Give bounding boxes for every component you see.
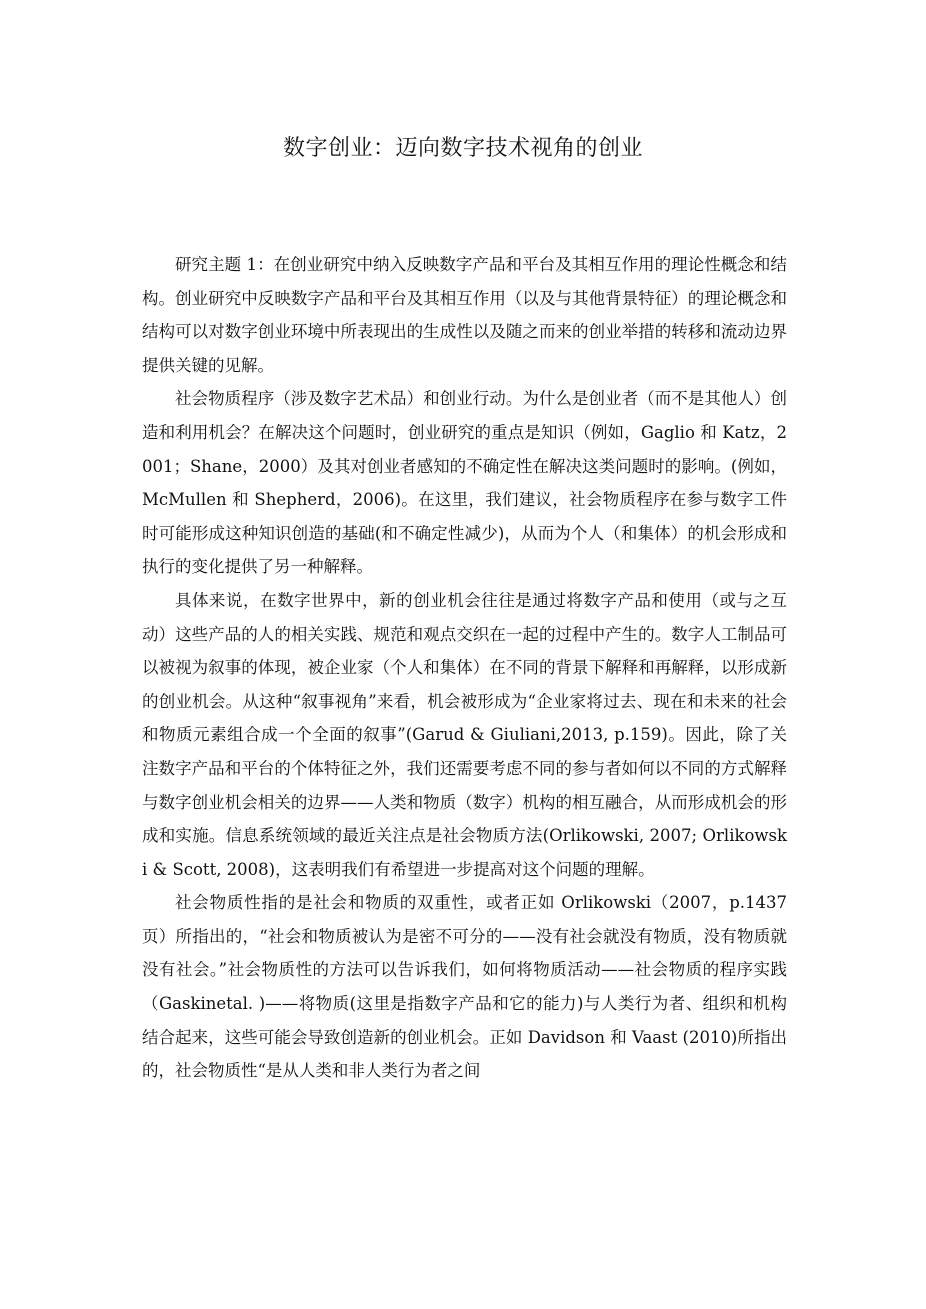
document-body [142, 248, 787, 1088]
paragraph-sociomaterial-procedures: 社会物质程序（涉及数字艺术品）和创业行动。为什么是创业者（而不是其他人）创造和利用机会？在解决这个问题时，创业研究的重点是知识（例如，Gaglio 和 Katz，2001；Shane，2000）及其对创业者感知的不确定性在解决这类问题时的影响。(例如，McMullen 和 Shepherd，2006)。在这里，我们建议，社会物质程序在参与数字工件时可能形成这种知识创造的基础(和不确定性减少)，从而为个人（和集体）的机会形成和执行的变化提供了另一种解释。 [142, 389, 787, 577]
paragraph-research-topic-1: 研究主题 1：在创业研究中纳入反映数字产品和平台及其相互作用的理论性概念和结构。创业研究中反映数字产品和平台及其相互作用（以及与其他背景特征）的理论概念和结构可以对数字创业环境中所表现出的生成性以及随之而来的创业举措的转移和流动边界提供关键的见解。 [142, 255, 787, 375]
document-title: 数字创业：迈向数字技术视角的创业 [282, 136, 643, 161]
paragraph-sociomateriality: 社会物质性指的是社会和物质的双重性，或者正如 Orlikowski（2007，p.1437 页）所指出的，“社会和物质被认为是密不可分的——没有社会就没有物质，没有物质就没有社会。”社会物质性的方法可以告诉我们，如何将物质活动——社会物质的程序实践（Gaskinetal. )——将物质(这里是指数字产品和它的能力)与人类行为者、组织和机构结合起来，这些可能会导致创造新的创业机会。正如 Davidson 和 Vaast (2010)所指出的，社会物质性“是从人类和非人类行为者之间 [142, 893, 787, 1081]
paragraph-narrative-perspective: 具体来说，在数字世界中，新的创业机会往往是通过将数字产品和使用（或与之互动）这些产品的人的相关实践、规范和观点交织在一起的过程中产生的。数字人工制品可以被视为叙事的体现，被企业家（个人和集体）在不同的背景下解释和再解释，以形成新的创业机会。从这种“叙事视角”来看，机会被形成为“企业家将过去、现在和未来的社会和物质元素组合成一个全面的叙事”(Garud & Giuliani,2013, p.159)。因此，除了关注数字产品和平台的个体特征之外，我们还需要考虑不同的参与者如何以不同的方式解释与数字创业机会相关的边界——人类和物质（数字）机构的相互融合，从而形成机会的形成和实施。信息系统领域的最近关注点是社会物质方法(Orlikowski, 2007; Orlikowski & Scott, 2008)，这表明我们有希望进一步提高对这个问题的理解。 [142, 590, 787, 879]
